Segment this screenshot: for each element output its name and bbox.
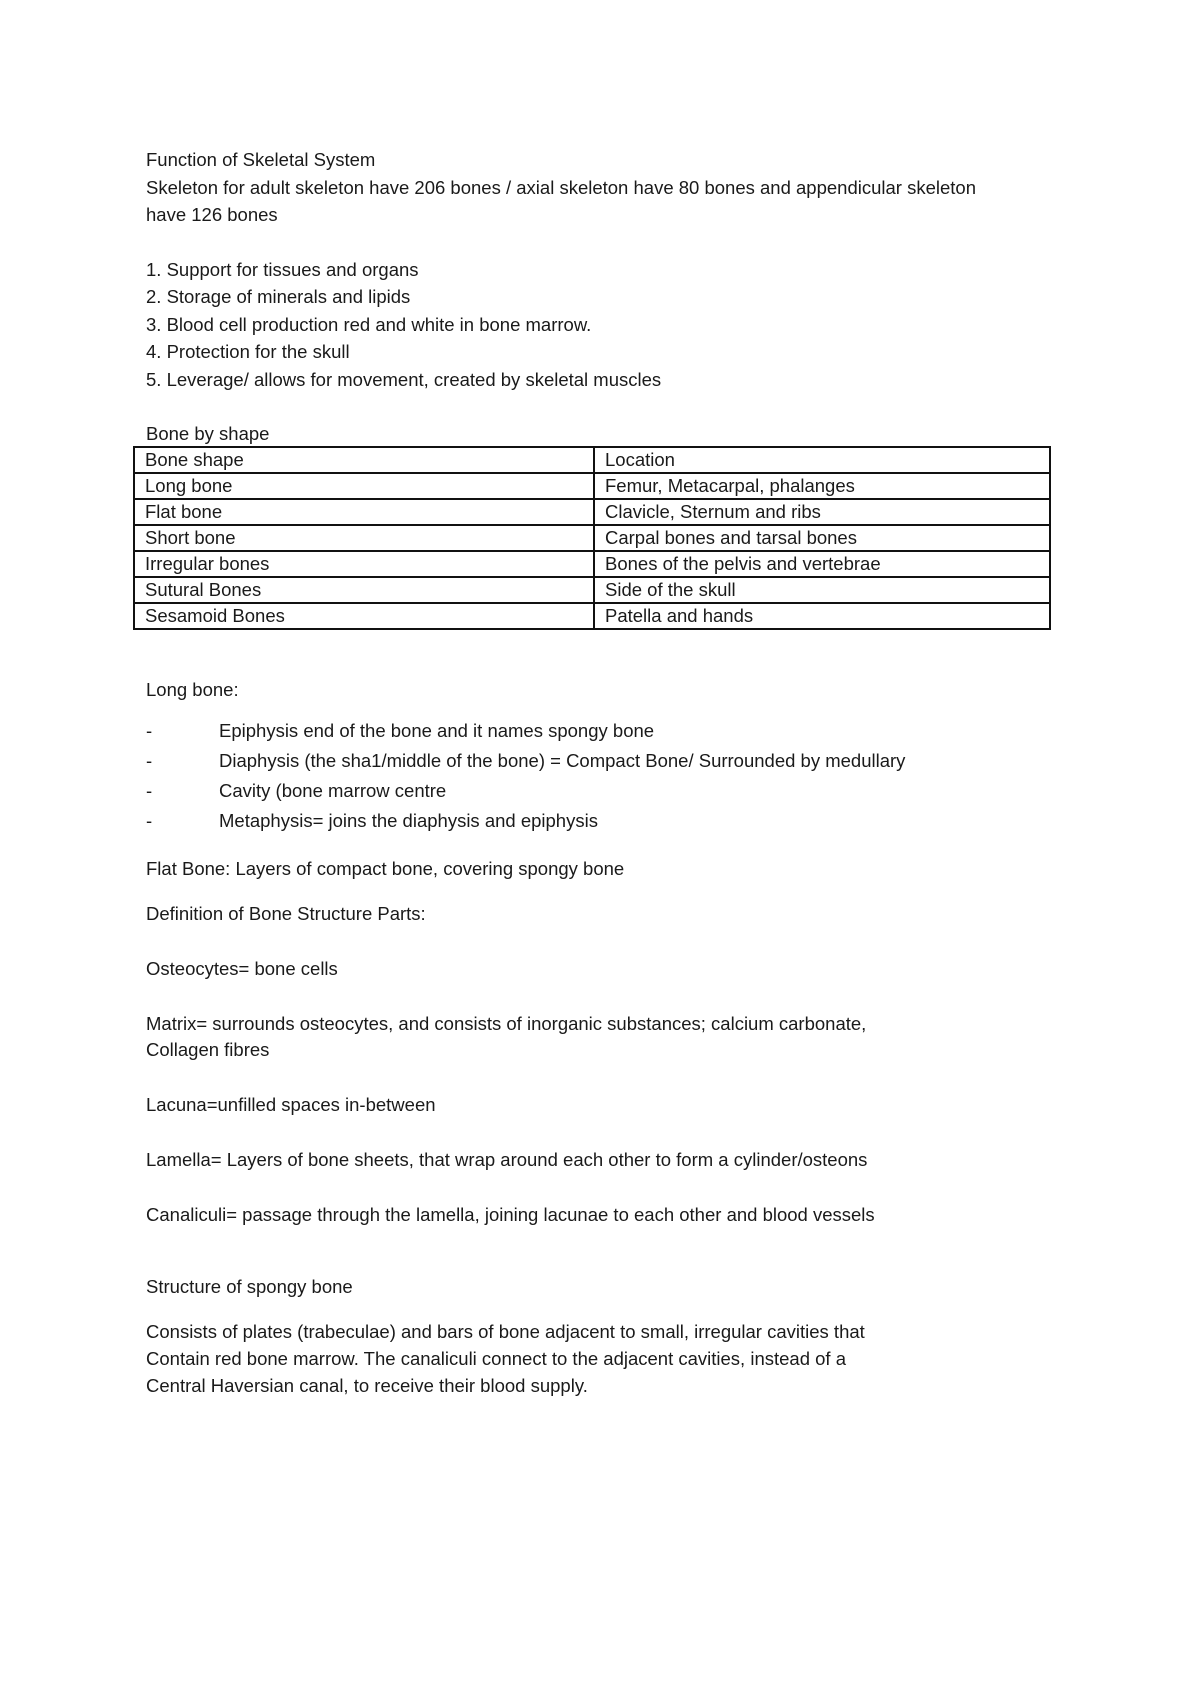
table-cell: Sesamoid Bones	[134, 603, 594, 629]
canaliculi-definition: Canaliculi= passage through the lamella, joining lacunae to each other and blood vessels	[146, 1204, 875, 1225]
list-item-text: Metaphysis= joins the diaphysis and epiphysis	[219, 810, 598, 831]
spongy-bone-heading: Structure of spongy bone	[146, 1276, 353, 1297]
table-cell: Irregular bones	[134, 551, 594, 577]
long-bone-heading: Long bone:	[146, 679, 239, 700]
matrix-definition-line-1: Matrix= surrounds osteocytes, and consists of inorganic substances; calcium carbonate,	[146, 1013, 867, 1034]
intro-line-2: have 126 bones	[146, 204, 278, 225]
page-title: Function of Skeletal System	[146, 149, 376, 170]
table-cell: Clavicle, Sternum and ribs	[594, 499, 1050, 525]
table-cell: Femur, Metacarpal, phalanges	[594, 473, 1050, 499]
long-bone-list	[146, 716, 905, 836]
lacuna-definition: Lacuna=unfilled spaces in-between	[146, 1094, 436, 1115]
table-header-row	[134, 447, 1050, 473]
table-cell: Side of the skull	[594, 577, 1050, 603]
table-header-cell: Bone shape	[134, 447, 594, 473]
table-caption: Bone by shape	[146, 423, 270, 444]
list-item	[146, 776, 905, 806]
table-row	[134, 603, 1050, 629]
spongy-bone-line-1: Consists of plates (trabeculae) and bars of bone adjacent to small, irregular cavities that	[146, 1321, 865, 1342]
table-row	[134, 525, 1050, 551]
function-item-4: 4. Protection for the skull	[146, 341, 350, 362]
function-item-3: 3. Blood cell production red and white in bone marrow.	[146, 314, 592, 335]
lamella-definition: Lamella= Layers of bone sheets, that wrap around each other to form a cylinder/osteons	[146, 1149, 868, 1170]
osteocytes-definition: Osteocytes= bone cells	[146, 958, 338, 979]
table-row	[134, 577, 1050, 603]
table-row	[134, 473, 1050, 499]
table-row	[134, 551, 1050, 577]
definition-heading: Definition of Bone Structure Parts:	[146, 903, 426, 924]
list-item	[146, 806, 905, 836]
table-cell: Flat bone	[134, 499, 594, 525]
list-item	[146, 746, 905, 776]
table-cell: Carpal bones and tarsal bones	[594, 525, 1050, 551]
table-cell: Long bone	[134, 473, 594, 499]
bullet-marker: -	[146, 720, 153, 741]
intro-line-1: Skeleton for adult skeleton have 206 bones / axial skeleton have 80 bones and appendicular skeleton	[146, 177, 976, 198]
bullet-marker: -	[146, 750, 153, 771]
bullet-marker: -	[146, 810, 153, 831]
flat-bone-text: Flat Bone: Layers of compact bone, covering spongy bone	[146, 858, 625, 879]
table-cell: Bones of the pelvis and vertebrae	[594, 551, 1050, 577]
list-item	[146, 716, 905, 746]
table-cell: Patella and hands	[594, 603, 1050, 629]
function-item-2: 2. Storage of minerals and lipids	[146, 286, 411, 307]
list-item-text: Epiphysis end of the bone and it names spongy bone	[219, 720, 655, 741]
table-cell: Sutural Bones	[134, 577, 594, 603]
function-item-1: 1. Support for tissues and organs	[146, 259, 419, 280]
spongy-bone-line-3: Central Haversian canal, to receive their blood supply.	[146, 1375, 588, 1396]
table-row	[134, 499, 1050, 525]
bullet-marker: -	[146, 780, 153, 801]
spongy-bone-line-2: Contain red bone marrow. The canaliculi connect to the adjacent cavities, instead of a	[146, 1348, 846, 1369]
function-item-5: 5. Leverage/ allows for movement, created by skeletal muscles	[146, 369, 662, 390]
table-cell: Short bone	[134, 525, 594, 551]
list-item-text: Diaphysis (the sha1/middle of the bone) = Compact Bone/ Surrounded by medullary	[219, 750, 906, 771]
list-item-text: Cavity (bone marrow centre	[219, 780, 447, 801]
bone-shape-table	[133, 446, 1051, 630]
table-header-cell: Location	[594, 447, 1050, 473]
matrix-definition-line-2: Collagen fibres	[146, 1039, 270, 1060]
